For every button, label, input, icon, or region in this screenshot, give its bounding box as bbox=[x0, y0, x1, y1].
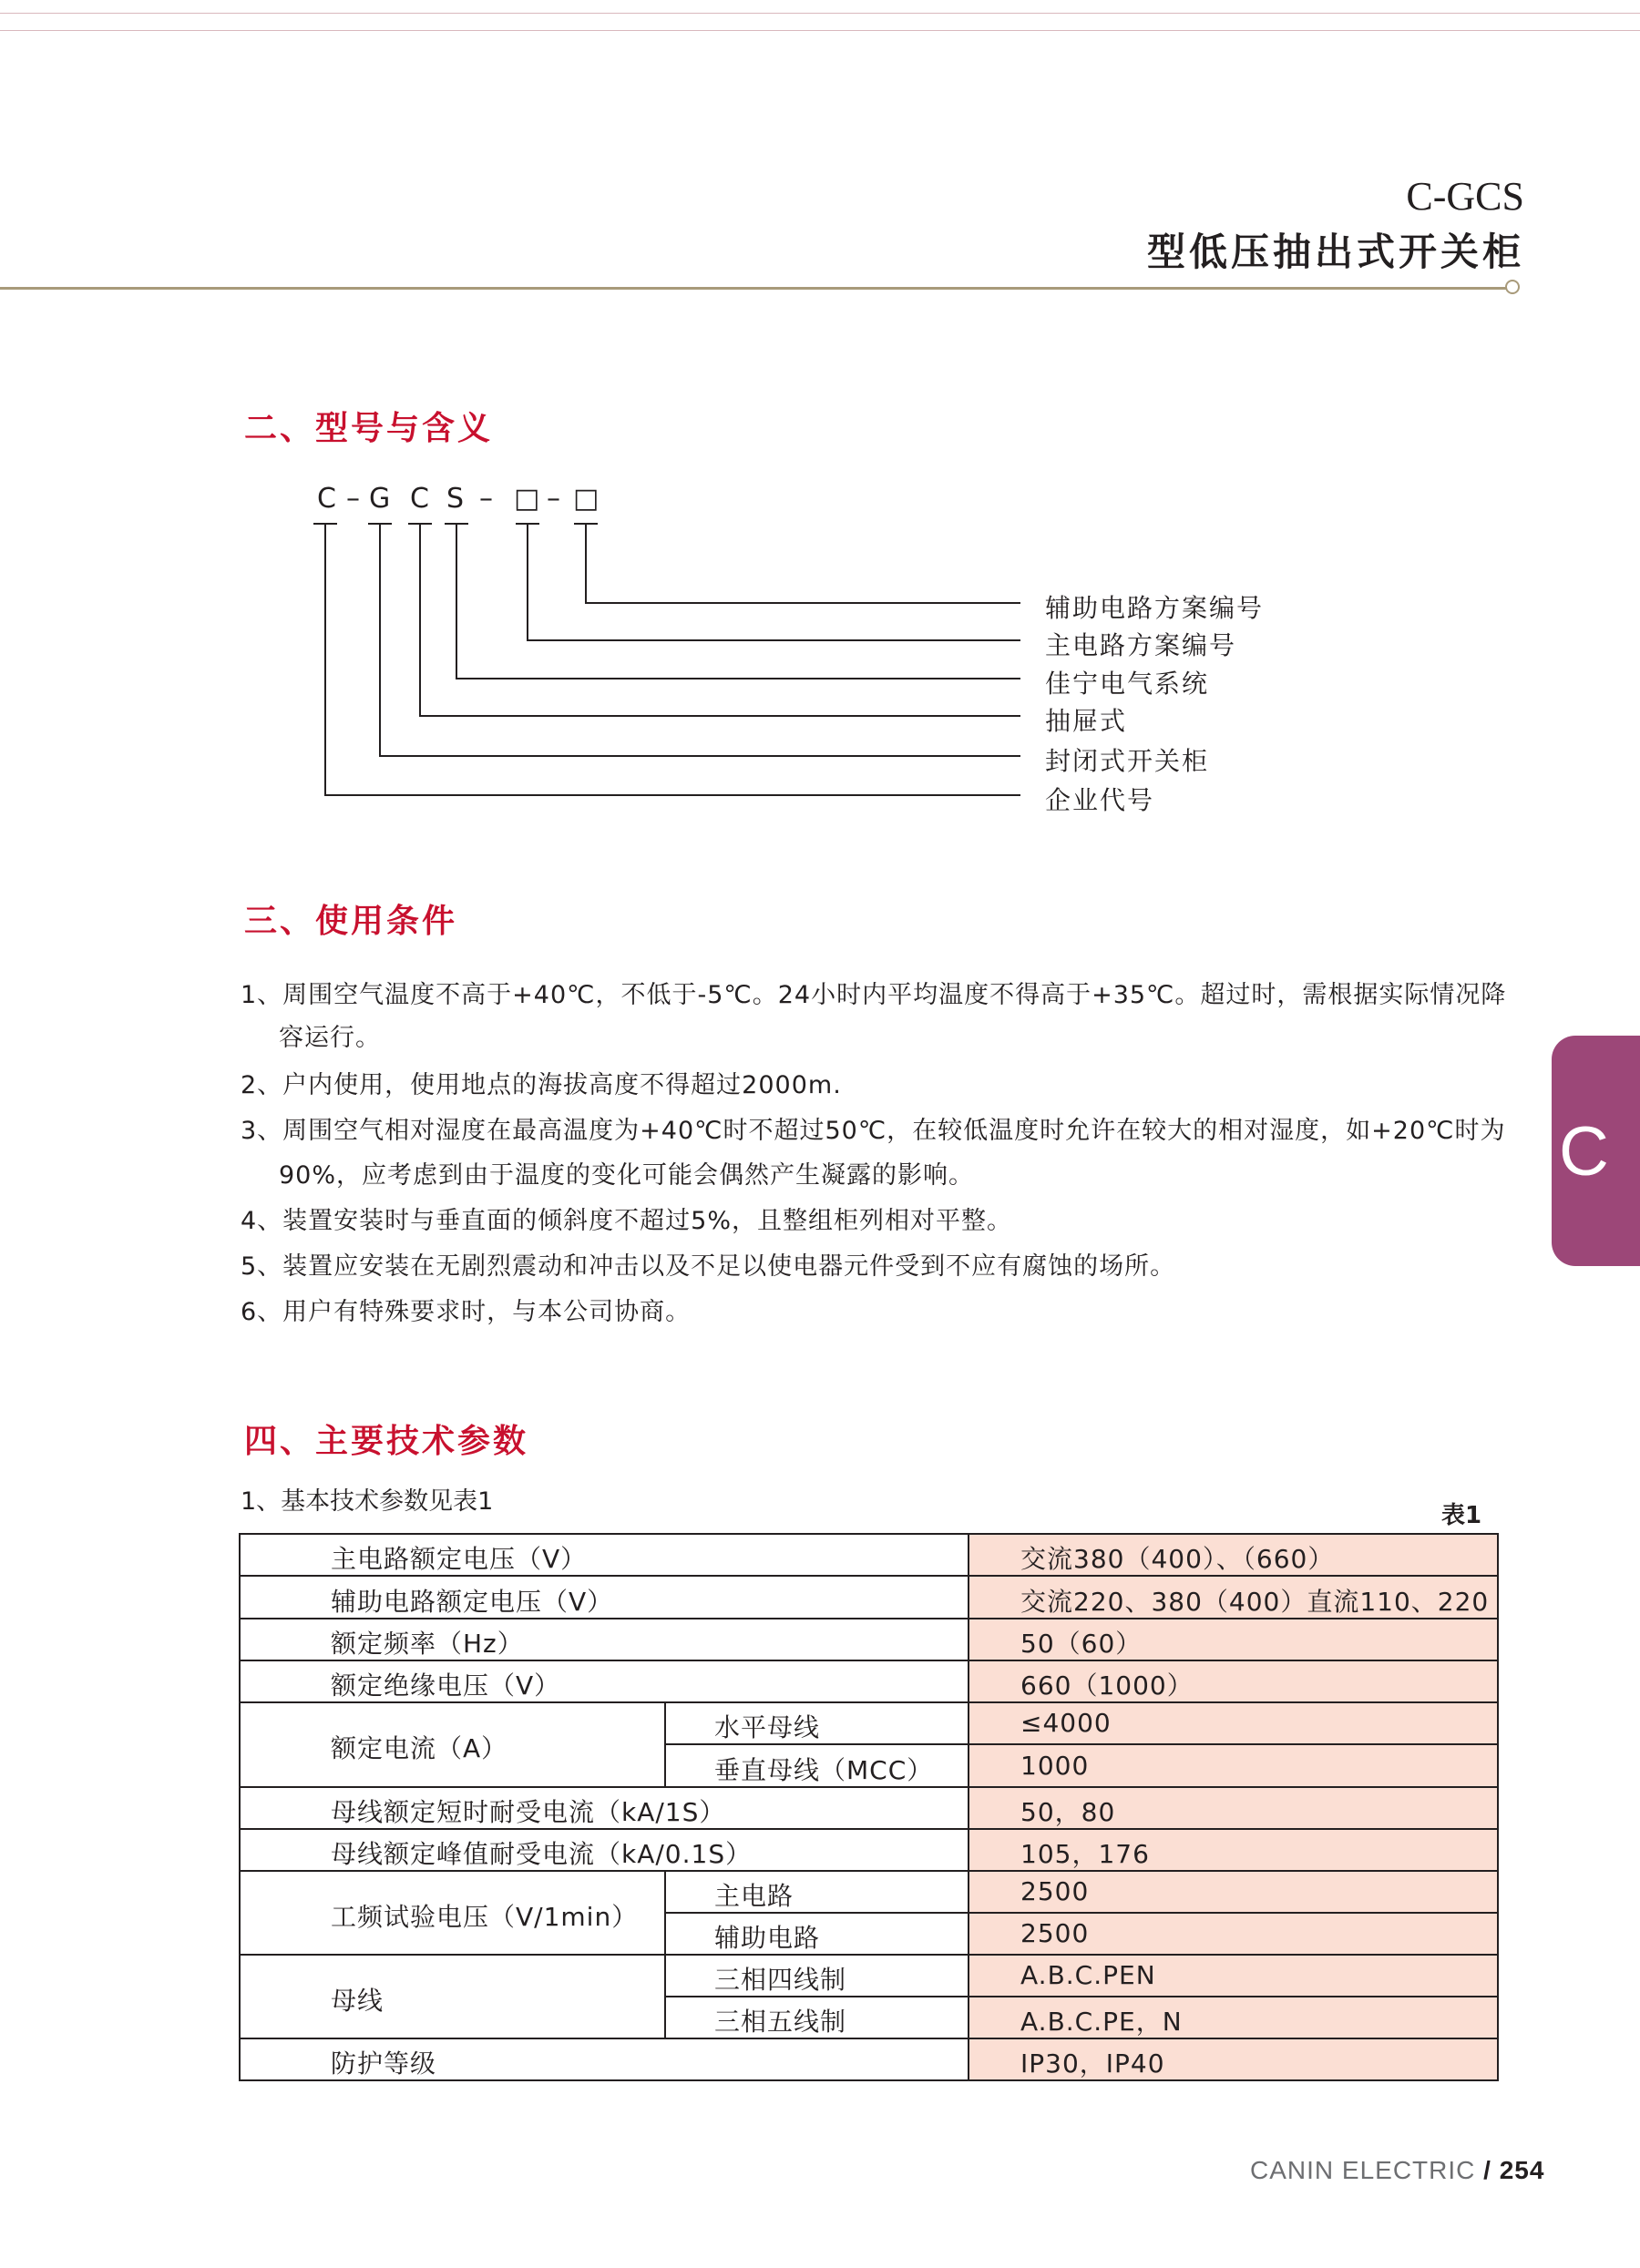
table-intro: 1、基本技术参数见表1 bbox=[241, 1487, 494, 1516]
table-param-busbar: 母线 bbox=[331, 1986, 384, 2016]
table-param-aux-voltage: 辅助电路额定电压（V） bbox=[331, 1587, 614, 1617]
code-char-c: C bbox=[317, 483, 336, 515]
table-value-aux-circuit: 2500 bbox=[1020, 1918, 1090, 1948]
table-param-insulation-voltage: 额定绝缘电压（V） bbox=[331, 1670, 561, 1701]
table-sub-aux-circuit: 辅助电路 bbox=[714, 1923, 821, 1953]
table-param-short-time-current: 母线额定短时耐受电流（kA/1S） bbox=[331, 1797, 726, 1827]
section-title-model-meaning: 二、型号与含义 bbox=[244, 410, 494, 447]
code-box-main-circuit: □ bbox=[514, 483, 540, 515]
condition-5: 5、装置应安装在无剧烈震动和冲击以及不足以使电器元件受到不应有腐蚀的场所。 bbox=[241, 1252, 1176, 1281]
label-main-circuit-scheme: 主电路方案编号 bbox=[1045, 630, 1237, 660]
page-number: 254 bbox=[1499, 2156, 1545, 2184]
table-param-rated-current: 额定电流（A） bbox=[331, 1733, 508, 1763]
table-value-insulation-voltage: 660（1000） bbox=[1020, 1670, 1194, 1701]
model-code-title: C-GCS bbox=[1406, 174, 1524, 219]
page-footer bbox=[1250, 2156, 1544, 2185]
table-number: 表1 bbox=[1441, 1502, 1482, 1529]
code-dash-2: – bbox=[479, 483, 493, 515]
label-drawer-type: 抽屉式 bbox=[1045, 706, 1128, 736]
table-value-main-circuit: 2500 bbox=[1020, 1876, 1090, 1906]
chapter-letter: C bbox=[1559, 1113, 1609, 1190]
code-char-s: S bbox=[446, 483, 465, 515]
table-sub-three-phase-four-wire: 三相四线制 bbox=[714, 1965, 847, 1995]
table-sub-vertical-busbar: 垂直母线（MCC） bbox=[714, 1755, 934, 1785]
table-value-protection-grade: IP30，IP40 bbox=[1020, 2048, 1165, 2079]
code-box-aux-circuit: □ bbox=[573, 483, 600, 515]
condition-3-line-2: 90%，应考虑到由于温度的变化可能会偶然产生凝露的影响。 bbox=[279, 1161, 975, 1190]
table-sub-three-phase-five-wire: 三相五线制 bbox=[714, 2007, 847, 2037]
table-value-main-voltage: 交流380（400）、（660） bbox=[1020, 1544, 1335, 1574]
condition-3-line-1: 3、周围空气相对湿度在最高温度为+40℃时不超过50℃，在较低温度时允许在较大的相对湿度，如+20℃时为 bbox=[241, 1117, 1506, 1145]
condition-1-line-1: 1、周围空气温度不高于+40℃，不低于-5℃。24小时内平均温度不得高于+35℃。超过时，需根据实际情况降 bbox=[241, 981, 1507, 1009]
table-value-vertical-busbar: 1000 bbox=[1020, 1751, 1090, 1781]
code-char-c2: C bbox=[410, 483, 429, 515]
condition-4: 4、装置安装时与垂直面的倾斜度不超过5%，且整组柜列相对平整。 bbox=[241, 1207, 1013, 1235]
table-value-three-phase-four-wire: A.B.C.PEN bbox=[1020, 1960, 1156, 1990]
label-aux-circuit-scheme: 辅助电路方案编号 bbox=[1045, 593, 1265, 623]
product-name-title: 型低压抽出式开关柜 bbox=[1146, 230, 1524, 274]
label-company-code: 企业代号 bbox=[1045, 785, 1155, 815]
table-value-peak-current: 105，176 bbox=[1020, 1839, 1150, 1869]
table-param-main-voltage: 主电路额定电压（V） bbox=[331, 1544, 588, 1574]
condition-1-line-2: 容运行。 bbox=[279, 1024, 381, 1052]
footer-separator: / bbox=[1483, 2156, 1491, 2184]
table-value-aux-voltage: 交流220、380（400）直流110、220 bbox=[1020, 1587, 1490, 1617]
code-dash-1: – bbox=[346, 483, 360, 515]
table-sub-main-circuit: 主电路 bbox=[714, 1881, 794, 1911]
code-char-g: G bbox=[369, 483, 391, 515]
condition-6: 6、用户有特殊要求时，与本公司协商。 bbox=[241, 1298, 692, 1326]
code-dash-3: – bbox=[547, 483, 560, 515]
table-sub-horizontal-busbar: 水平母线 bbox=[714, 1712, 821, 1742]
table-param-protection-grade: 防护等级 bbox=[331, 2048, 437, 2079]
label-enclosed-switchgear: 封闭式开关柜 bbox=[1045, 746, 1210, 776]
table-value-three-phase-five-wire: A.B.C.PE，N bbox=[1020, 2007, 1183, 2037]
section-title-tech-params: 四、主要技术参数 bbox=[244, 1423, 529, 1460]
table-value-horizontal-busbar: ≤4000 bbox=[1020, 1708, 1112, 1738]
table-param-frequency: 额定频率（Hz） bbox=[331, 1629, 524, 1659]
table-param-peak-current: 母线额定峰值耐受电流（kA/0.1S） bbox=[331, 1839, 753, 1869]
footer-brand: CANIN ELECTRIC bbox=[1250, 2156, 1476, 2184]
label-system: 佳宁电气系统 bbox=[1045, 669, 1210, 699]
condition-2: 2、户内使用，使用地点的海拔高度不得超过2000m. bbox=[241, 1071, 842, 1099]
section-title-conditions: 三、使用条件 bbox=[244, 903, 458, 940]
table-param-test-voltage: 工频试验电压（V/1min） bbox=[331, 1902, 639, 1932]
table-value-short-time-current: 50，80 bbox=[1020, 1797, 1116, 1827]
table-value-frequency: 50（60） bbox=[1020, 1629, 1143, 1659]
